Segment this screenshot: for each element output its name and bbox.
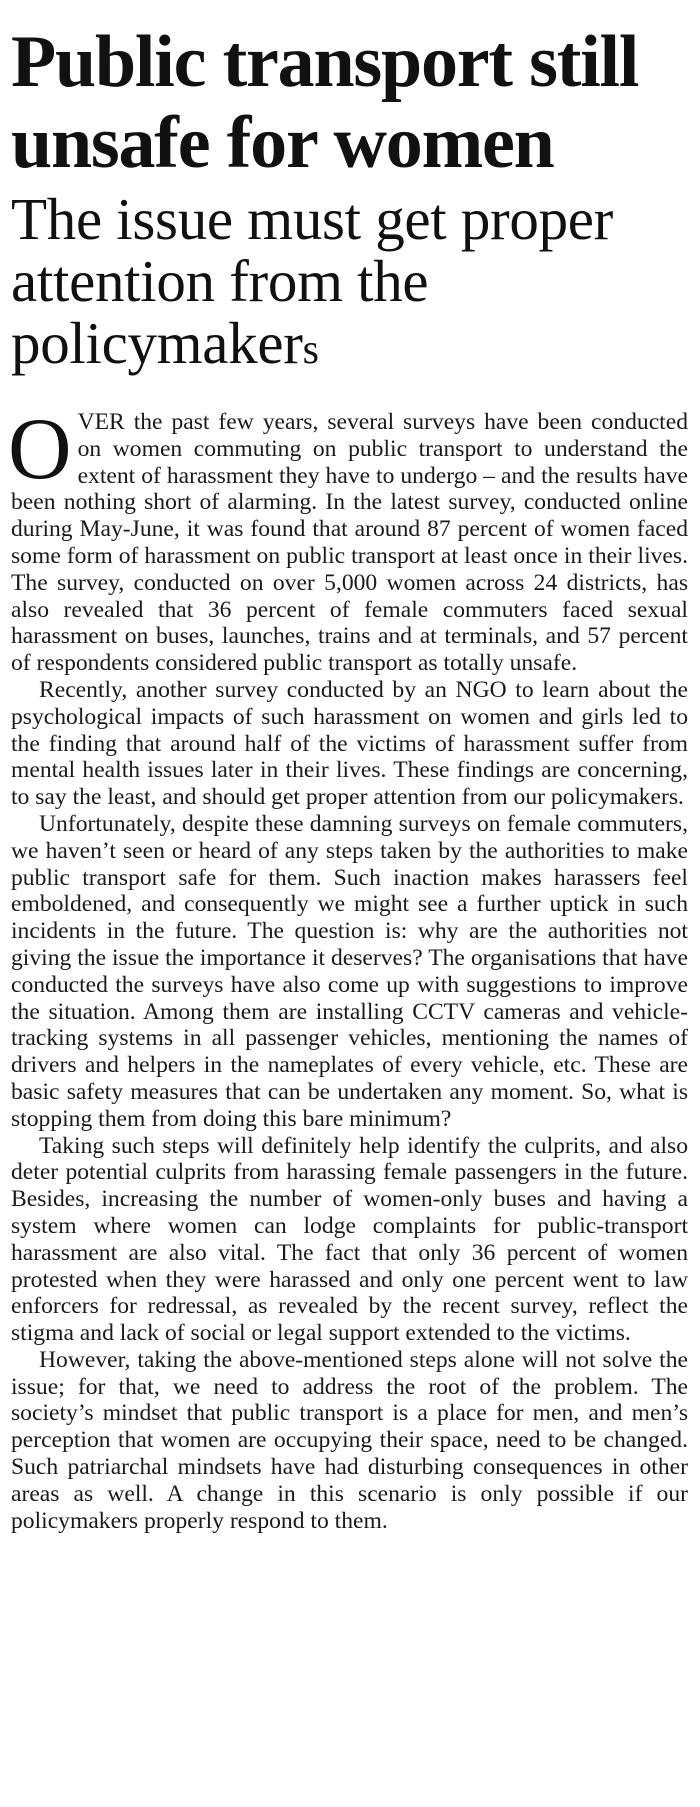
paragraph-5: However, taking the above-mentioned steps alone will not solve the issue; for that, we need to address the root of the problem. The society’s mindset that public transport is a place for men, and men’s perception that women are occupying their space, need to be changed. Such patriarchal mindsets have had disturbing consequences in other areas as well. A change in this scenario is only possible if our policymakers properly respond to them. [11, 1346, 688, 1534]
drop-cap: O [8, 401, 72, 498]
paragraph-2: Recently, another survey conducted by an NGO to learn about the psychological impacts of such harassment on women and girls led to the finding that around half of the victims of harassment suffer from mental health issues later in their lives. These findings are concerning, to say the least, and should get proper attention from our policymakers. [11, 676, 688, 811]
paragraph-1-text: VER the past few years, several surveys have been conducted on women commuting on public transport to understand the extent of harassment they have to undergo – and the results have been nothing short of alarming. In the latest survey, conducted online during May-June, it was found that around 87 percent of women faced some form of harassment on public transport at least once in their lives. The survey, conducted on over 5,000 women across 24 districts, has also revealed that 36 percent of female commuters faced sexual harassment on buses, launches, trains and at terminals, and 57 percent of respondents considered public transport as totally unsafe. [11, 409, 688, 677]
paragraph-3: Unfortunately, despite these damning surveys on female commuters, we haven’t seen or heard of any steps taken by the authorities to make public transport safe for them. Such inaction makes harassers feel emboldened, and consequently we might see a further uptick in such incidents in the future. The question is: why are the authorities not giving the issue the importance it deserves? The organisations that have conducted the surveys have also come up with suggestions to improve the situation. Among them are installing CCTV cameras and vehicle-tracking systems in all passenger vehicles, mentioning the names of drivers and helpers in the nameplates of every vehicle, etc. These are basic safety measures that can be undertaken any moment. So, what is stopping them from doing this bare minimum? [11, 810, 688, 1132]
paragraph-4: Taking such steps will definitely help identify the culprits, and also deter potential culprits from harassing female passengers in the future. Besides, increasing the number of women-only buses and having a system where women can lodge complaints for public-transport harassment are also vital. The fact that only 36 percent of women protested when they were harassed and only one percent went to law enforcers for redressal, as revealed by the recent survey, reflect the stigma and lack of social or legal support extended to the victims. [11, 1132, 688, 1347]
editorial-article [8, 0, 688, 1534]
article-body [8, 401, 688, 1534]
subheadline [11, 188, 688, 381]
subheadline-tail: s [302, 327, 319, 373]
subheadline-text: The issue must get proper attention from the policymaker [11, 186, 614, 376]
headline: Public transport still unsafe for women [11, 21, 639, 184]
paragraph-1 [8, 401, 688, 677]
